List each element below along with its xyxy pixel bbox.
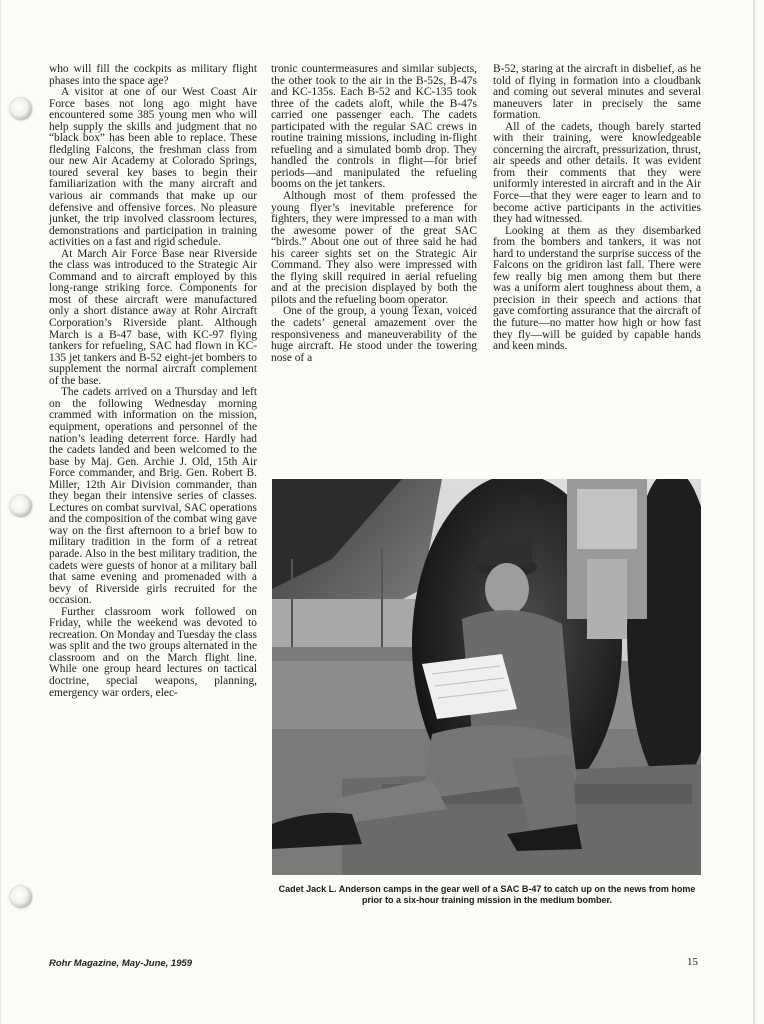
- paragraph: Looking at them as they disembarked from the bombers and tankers, it was not hard to understand the surprise success of the Falcons on the gridiron last fall. There were few really big men among them but there was a uniform alert toughness about them, a precision in their speech and actions that gave comforting assurance that the aircraft of the future—no matter how high or how fast they fly—will be guided by capable hands and keen minds.: [493, 224, 701, 353]
- article-column-2: [271, 64, 477, 364]
- article-column-1: [49, 64, 257, 699]
- page-edge: [753, 0, 756, 1024]
- cadet-photo-illustration: [272, 479, 701, 875]
- binder-hole-bottom: [10, 886, 32, 908]
- paragraph: All of the cadets, though barely started with their training, were knowledgeable concerning the aircraft, pressurization, thrust, air speeds and other details. It was evident from their comments that they were uniformly interested in aircraft and in the Air Force—that they were eager to learn and to become active participants in the activities they had witnessed.: [493, 120, 701, 226]
- page-number: 15: [687, 956, 698, 968]
- cadet-photo: [272, 479, 701, 875]
- paragraph: Although most of them professed the young flyer’s inevitable preference for fighters, they were impressed to a man with the awesome power of the great SAC “birds.” About one out of three said he had his career sights set on the Strategic Air Command. They also were impressed with the flying skill required in aerial refueling and at the precision displayed by both the pilots and the refueling boom operator.: [271, 190, 477, 306]
- paragraph: who will fill the cockpits as military flight phases into the space age?: [49, 63, 257, 87]
- binder-hole-middle: [10, 495, 32, 517]
- paragraph: Further classroom work followed on Friday, while the weekend was devoted to recreation. On Monday and Tuesday the class was split and the two groups alternated in the classroom and on the March flight line. While one group heard lectures on tactical doctrine, special weapons, planning, emergency war orders, elec-: [49, 605, 257, 699]
- paragraph: At March Air Force Base near Riverside the class was introduced to the Strategic Air Command and to aircraft employed by this long-range striking force. Components for most of these aircraft were manufactured only a short distance away at Rohr Aircraft Corporation’s Riverside plant. Although March is a B-47 base, with KC-97 flying tankers for refueling, SAC had flown in KC-135 jet tankers and B-52 eight-jet bombers to supplement the normal aircraft complement of the base.: [49, 247, 257, 387]
- paragraph: tronic countermeasures and similar subjects, the other took to the air in the B-52s, B-47s and KC-135s. Each B-52 and KC-135 took three of the cadets aloft, while the B-47s carried one passenger each. The cadets participated with the regular SAC crews in routine training missions, including in-flight refueling and a simulated bomb drop. They handled the controls in flight—for brief periods—and manipulated the refueling booms on the jet tankers.: [271, 63, 477, 191]
- article-column-3: [493, 64, 701, 353]
- binder-hole-top: [10, 98, 32, 120]
- paragraph: The cadets arrived on a Thursday and left on the following Wednesday morning crammed with information on the mission, equipment, operations and personnel of the nation’s leading deterrent force. Hardly had the cadets landed and been welcomed to the base by Maj. Gen. Archie J. Old, 15th Air Force commander, and Brig. Gen. Robert B. Miller, 12th Air Division commander, than they began their intensive series of classes. Lectures on combat survival, SAC operations and the composition of the combat wing gave way on the first afternoon to a brief bow to military tradition in the form of a retreat parade. Also in the best military tradition, the cadets were guests of honor at a military ball that same evening and promenaded with a bevy of Riverside girls recruited for the occasion.: [49, 386, 257, 607]
- publication-footer: Rohr Magazine, May-June, 1959: [49, 958, 193, 969]
- paragraph: A visitor at one of our West Coast Air Force bases not long ago might have encountered some 385 young men who will help supply the skills and judgment that no “black box” has been able to replace. These fledgling Falcons, the freshman class from our new Air Academy at Colorado Springs, toured several key bases to begin their familiarization with the many aircraft and various air commands that make up our defensive and offensive forces. No pleasure junket, the trip involved classroom lectures, demonstrations and participation in training activities on a fast and rigid schedule.: [49, 86, 257, 249]
- paragraph: B-52, staring at the aircraft in disbelief, as he told of flying in formation into a cloudbank and coming out several minutes and several maneuvers later in precisely the same formation.: [493, 63, 701, 122]
- paragraph: One of the group, a young Texan, voiced the cadets’ general amazement over the responsiveness and maneuverability of the huge aircraft. He stood under the towering nose of a: [271, 305, 477, 364]
- photo-caption: Cadet Jack L. Anderson camps in the gear well of a SAC B-47 to catch up on the news from home prior to a six-hour training mission in the medium bomber.: [278, 884, 696, 905]
